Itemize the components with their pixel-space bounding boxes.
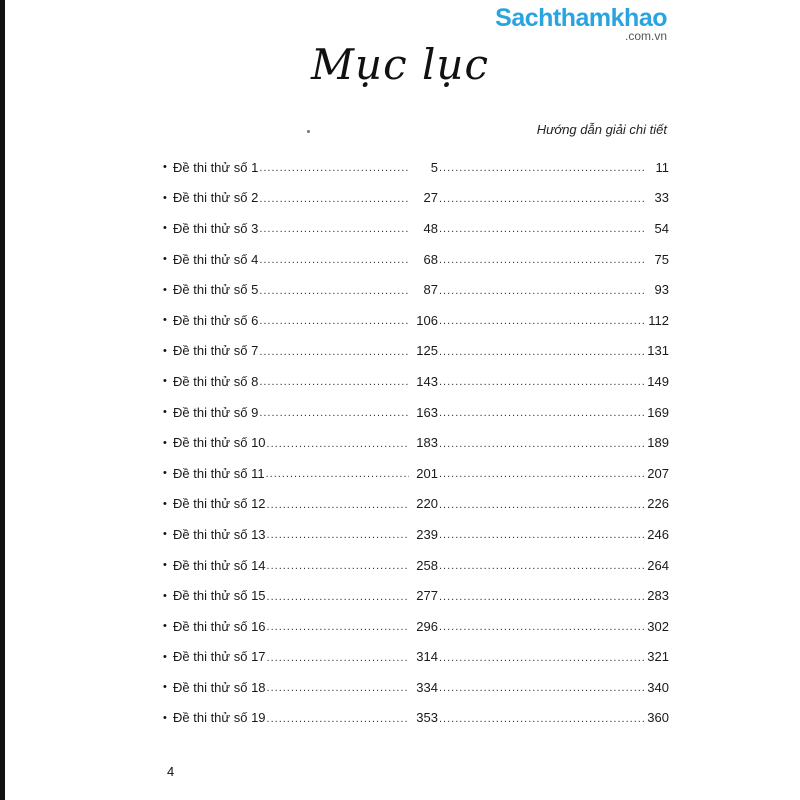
- toc-entry-label: Đề thi thử số 8: [173, 373, 259, 389]
- watermark-brand: Sachthamkhao: [495, 4, 667, 32]
- toc-entry-label: Đề thi thử số 18: [173, 679, 266, 695]
- toc-entry-page: 258: [416, 557, 438, 573]
- dot-leader: [439, 589, 644, 603]
- dot-leader: [439, 191, 644, 205]
- toc-entry-page: 68: [423, 251, 438, 267]
- bullet-icon: •: [163, 436, 167, 449]
- toc-entry-solution-page: 75: [654, 251, 669, 267]
- toc-entry: [163, 427, 669, 458]
- bullet-icon: •: [163, 711, 167, 724]
- dot-leader: [267, 711, 409, 725]
- bullet-icon: •: [163, 650, 167, 663]
- toc-entry-solution-page: 93: [654, 282, 669, 298]
- toc-entry: [163, 213, 669, 244]
- dot-leader: [439, 711, 644, 725]
- toc-entry-label: Đề thi thử số 16: [173, 618, 266, 634]
- bullet-icon: •: [163, 314, 167, 327]
- toc-entry-solution-page: 246: [647, 526, 669, 542]
- toc-entry-label: Đề thi thử số 10: [173, 435, 266, 451]
- bullet-icon: •: [163, 589, 167, 602]
- toc-entry-label: Đề thi thử số 17: [173, 649, 266, 665]
- toc-entry: [163, 580, 669, 611]
- dot-leader: [439, 374, 644, 388]
- toc-entry-solution-page: 54: [654, 220, 669, 236]
- bullet-icon: •: [163, 681, 167, 694]
- toc-entry: [163, 550, 669, 581]
- dot-leader: [267, 589, 409, 603]
- bullet-icon: •: [163, 406, 167, 419]
- dot-leader: [267, 558, 409, 572]
- bullet-icon: •: [163, 467, 167, 480]
- dot-leader: [267, 619, 409, 633]
- toc-entry-page: 353: [416, 710, 438, 726]
- bullet-icon: •: [163, 161, 167, 174]
- toc-entry: [163, 519, 669, 550]
- dot-leader: [259, 252, 409, 266]
- toc-entry: [163, 458, 669, 489]
- toc-entry: [163, 703, 669, 734]
- toc-entry-label: Đề thi thử số 2: [173, 190, 259, 206]
- dot-leader: [439, 466, 644, 480]
- bullet-icon: •: [163, 497, 167, 510]
- toc-entry-page: 106: [416, 312, 438, 328]
- bullet-icon: •: [163, 528, 167, 541]
- toc-entry-label: Đề thi thử số 1: [173, 159, 259, 175]
- bullet-icon: •: [163, 253, 167, 266]
- toc-entry: [163, 489, 669, 520]
- dot-leader: [259, 313, 409, 327]
- dot-leader: [439, 313, 644, 327]
- toc-entry-page: 48: [423, 220, 438, 236]
- toc-entry-solution-page: 149: [647, 373, 669, 389]
- toc-entry-label: Đề thi thử số 14: [173, 557, 266, 573]
- toc-entry-label: Đề thi thử số 11: [173, 465, 265, 481]
- bullet-icon: •: [163, 559, 167, 572]
- dot-leader: [259, 191, 409, 205]
- dot-leader: [267, 680, 409, 694]
- dot-leader: [439, 436, 644, 450]
- toc-entry-solution-page: 264: [647, 557, 669, 573]
- dot-leader: [439, 252, 644, 266]
- dot-leader: [439, 283, 644, 297]
- bullet-icon: •: [163, 375, 167, 388]
- toc-entry: [163, 642, 669, 673]
- dot-leader: [267, 436, 409, 450]
- dot-leader: [439, 405, 644, 419]
- dot-leader: [439, 221, 644, 235]
- table-of-contents: [163, 152, 669, 733]
- toc-entry-label: Đề thi thử số 15: [173, 588, 266, 604]
- toc-entry-page: 125: [416, 343, 438, 359]
- dot-leader: [259, 374, 409, 388]
- toc-entry-page: 87: [423, 282, 438, 298]
- bullet-icon: •: [163, 191, 167, 204]
- dot-leader: [259, 221, 409, 235]
- scan-speck: [307, 130, 310, 133]
- toc-entry-solution-page: 112: [648, 312, 669, 328]
- dot-leader: [259, 160, 409, 174]
- toc-entry-page: 334: [416, 679, 438, 695]
- dot-leader: [439, 527, 644, 541]
- toc-entry-solution-page: 226: [647, 496, 669, 512]
- toc-entry-label: Đề thi thử số 9: [173, 404, 259, 420]
- toc-entry: [163, 274, 669, 305]
- toc-entry-label: Đề thi thử số 7: [173, 343, 259, 359]
- dot-leader: [439, 497, 644, 511]
- toc-entry-solution-page: 360: [647, 710, 669, 726]
- solutions-column-header: Hướng dẫn giải chi tiết: [536, 122, 667, 137]
- toc-entry-solution-page: 33: [654, 190, 669, 206]
- toc-entry-solution-page: 11: [655, 159, 669, 175]
- dot-leader: [439, 680, 644, 694]
- bullet-icon: •: [163, 620, 167, 633]
- toc-entry-solution-page: 321: [647, 649, 669, 665]
- bullet-icon: •: [163, 344, 167, 357]
- toc-entry-page: 239: [416, 526, 438, 542]
- toc-entry-solution-page: 207: [647, 465, 669, 481]
- bullet-icon: •: [163, 222, 167, 235]
- toc-entry-page: 5: [430, 159, 438, 175]
- toc-entry-label: Đề thi thử số 12: [173, 496, 266, 512]
- dot-leader: [259, 283, 409, 297]
- toc-entry-label: Đề thi thử số 4: [173, 251, 259, 267]
- toc-entry-page: 220: [416, 496, 438, 512]
- dot-leader: [259, 344, 409, 358]
- toc-entry: [163, 244, 669, 275]
- toc-entry-page: 143: [416, 373, 438, 389]
- toc-entry-page: 183: [416, 435, 438, 451]
- toc-entry-solution-page: 283: [647, 588, 669, 604]
- dot-leader: [267, 527, 409, 541]
- toc-entry-label: Đề thi thử số 3: [173, 220, 259, 236]
- dot-leader: [439, 160, 644, 174]
- dot-leader: [267, 497, 409, 511]
- toc-entry-solution-page: 302: [647, 618, 669, 634]
- dot-leader: [439, 619, 644, 633]
- toc-entry: [163, 336, 669, 367]
- toc-entry: [163, 611, 669, 642]
- toc-entry-solution-page: 131: [647, 343, 669, 359]
- dot-leader: [267, 650, 409, 664]
- toc-entry: [163, 183, 669, 214]
- toc-entry-page: 27: [423, 190, 438, 206]
- toc-entry-page: 163: [416, 404, 438, 420]
- toc-entry-label: Đề thi thử số 5: [173, 282, 259, 298]
- toc-entry-page: 296: [416, 618, 438, 634]
- toc-entry: [163, 366, 669, 397]
- watermark-logo: [495, 4, 667, 42]
- page-title: Mục lục: [311, 40, 489, 89]
- bullet-icon: •: [163, 283, 167, 296]
- dot-leader: [439, 558, 644, 572]
- dot-leader: [259, 405, 409, 419]
- dot-leader: [266, 466, 409, 480]
- toc-entry: [163, 397, 669, 428]
- toc-entry-label: Đề thi thử số 13: [173, 526, 266, 542]
- toc-entry: [163, 305, 669, 336]
- page-edge-shadow: [0, 0, 5, 800]
- toc-entry-page: 277: [416, 588, 438, 604]
- watermark-domain: .com.vn: [624, 29, 667, 43]
- toc-entry-label: Đề thi thử số 6: [173, 312, 259, 328]
- toc-entry: [163, 152, 669, 183]
- dot-leader: [439, 344, 644, 358]
- toc-entry-solution-page: 189: [647, 435, 669, 451]
- toc-entry-page: 201: [416, 465, 438, 481]
- toc-entry-solution-page: 169: [647, 404, 669, 420]
- toc-entry-page: 314: [416, 649, 438, 665]
- page-number: 4: [167, 764, 175, 779]
- toc-entry-label: Đề thi thử số 19: [173, 710, 266, 726]
- dot-leader: [439, 650, 644, 664]
- toc-entry: [163, 672, 669, 703]
- toc-entry-solution-page: 340: [647, 679, 669, 695]
